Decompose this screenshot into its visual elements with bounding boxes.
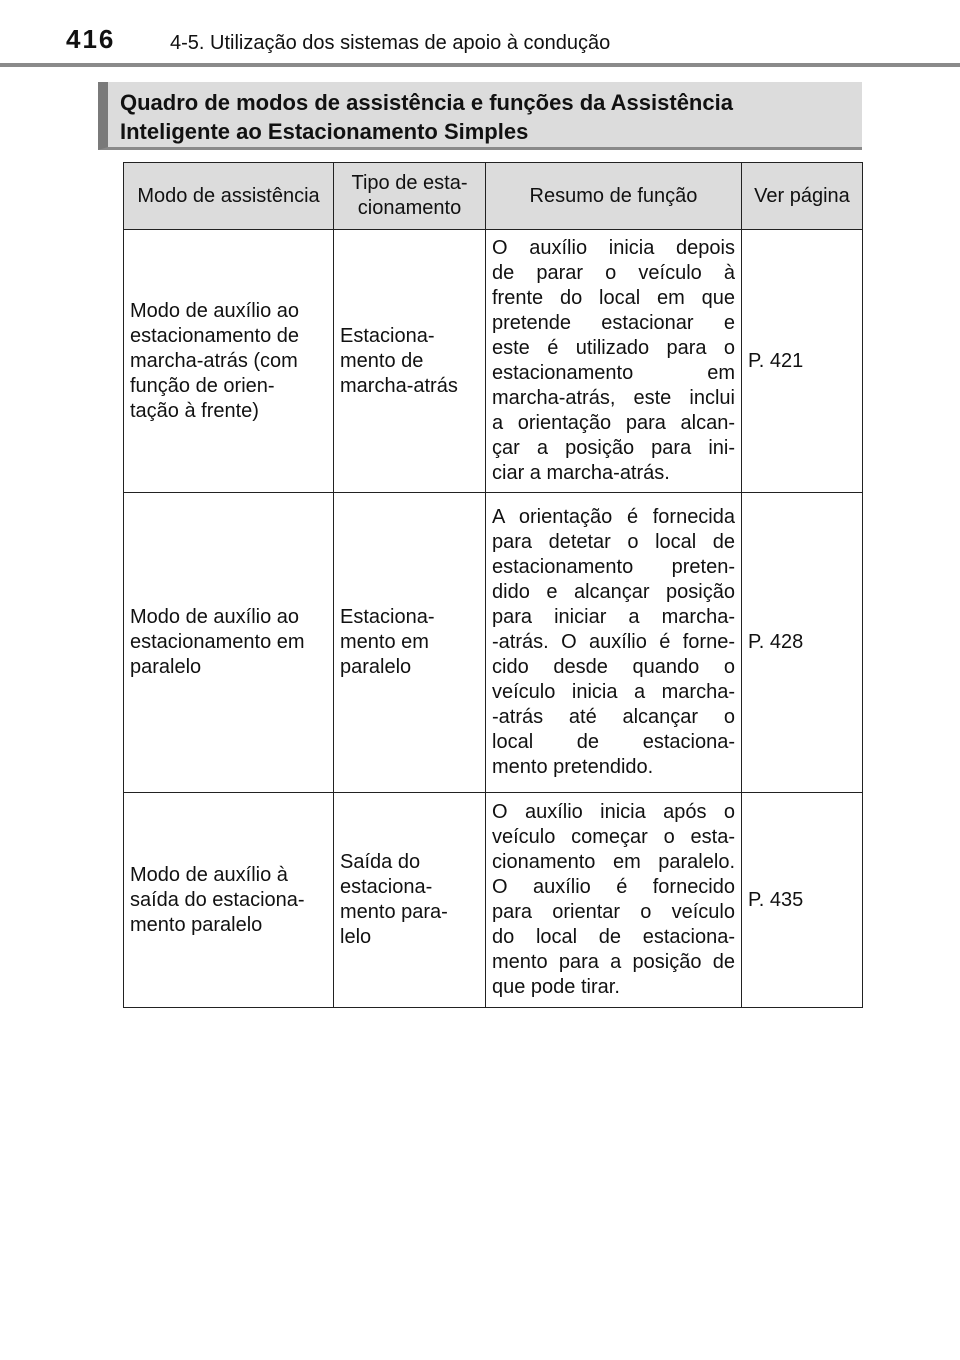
cell-text-line: mento para a posição de: [492, 951, 735, 973]
section-title-line-1: Quadro de modos de assistência e funções da Assistência: [120, 90, 733, 115]
header-divider: [0, 63, 960, 67]
table-header-row: [124, 163, 863, 230]
cell-text-line: veículo começar o esta-: [492, 826, 735, 848]
cell-text-line: que pode tirar.: [492, 976, 620, 998]
cell-text-line: -atrás até alcançar o: [492, 706, 735, 728]
cell-text-line: pretende estacionar e: [492, 312, 735, 334]
cell-text-line: para orientar o veículo: [492, 901, 735, 923]
section-heading: [98, 82, 862, 150]
section-title: [120, 88, 733, 146]
cell-text-line: do local de estaciona-: [492, 926, 735, 948]
column-header-summary: Resumo de função: [486, 163, 742, 230]
cell-summary: [486, 493, 742, 793]
table-row: [124, 493, 863, 793]
column-header-type-line-1: Tipo de esta-: [351, 172, 468, 194]
column-header-mode: Modo de assistência: [124, 163, 334, 230]
cell-page: P. 428: [742, 493, 863, 793]
cell-text-line: mento pretendido.: [492, 756, 654, 778]
cell-text-line: çar a posição para ini-: [492, 437, 735, 459]
cell-text-line: Modo de auxílio ao: [130, 299, 300, 322]
cell-summary: [486, 230, 742, 493]
cell-text-line: O auxílio inicia após o: [492, 801, 735, 823]
cell-text-line: para detetar o local de: [492, 531, 735, 553]
cell-text-line: estacionamento de: [130, 324, 300, 347]
cell-text-line: Estaciona-: [340, 606, 435, 628]
table-row: [124, 793, 863, 1008]
cell-text-line: a orientação para alcan-: [492, 412, 735, 434]
cell-text-line: estacionamento em: [130, 631, 305, 653]
cell-text-line: estacionamento em: [492, 362, 735, 384]
cell-text-line: -atrás. O auxílio é forne-: [492, 631, 735, 653]
cell-page: P. 435: [742, 793, 863, 1008]
cell-text-line: local de estaciona-: [492, 731, 735, 753]
chapter-title: 4-5. Utilização dos sistemas de apoio à condução: [170, 32, 611, 54]
column-header-type-line-2: cionamento: [357, 197, 462, 219]
cell-text-line: frente do local em que: [492, 287, 735, 309]
cell-text-line: mento paralelo: [130, 913, 263, 936]
cell-text-line: O auxílio é fornecido: [492, 876, 735, 898]
cell-text-line: ciar a marcha-atrás.: [492, 462, 670, 484]
table-row: [124, 230, 863, 493]
cell-text-line: marcha-atrás (com: [130, 349, 298, 372]
cell-mode: [124, 493, 334, 793]
cell-text-line: para iniciar a marcha-: [492, 606, 735, 628]
column-header-page: Ver página: [742, 163, 863, 230]
cell-text-line: função de orien-: [130, 374, 275, 397]
cell-type: [334, 793, 486, 1008]
cell-text-line: Modo de auxílio à: [130, 863, 288, 886]
cell-text-line: O auxílio inicia depois: [492, 237, 735, 259]
cell-text-line: paralelo: [340, 656, 412, 678]
cell-text-line: lelo: [340, 926, 372, 948]
cell-text-line: Saída do: [340, 851, 421, 873]
column-header-type: [334, 163, 486, 230]
cell-mode: [124, 793, 334, 1008]
cell-text-line: cionamento em paralelo.: [492, 851, 735, 873]
cell-text-line: veículo inicia a marcha-: [492, 681, 735, 703]
cell-text-line: dido e alcançar posição: [492, 581, 735, 603]
cell-text-line: estacionamento preten-: [492, 556, 735, 578]
cell-text-line: de parar o veículo à: [492, 262, 735, 284]
cell-text-line: Estaciona-: [340, 324, 435, 347]
cell-text-line: mento de: [340, 349, 424, 372]
cell-type: [334, 230, 486, 493]
cell-text-line: estaciona-: [340, 876, 433, 898]
cell-text-line: A orientação é fornecida: [492, 506, 735, 528]
page-header: [0, 0, 960, 66]
cell-text-line: cido desde quando o: [492, 656, 735, 678]
cell-mode: [124, 230, 334, 493]
cell-text-line: marcha-atrás, este inclui: [492, 387, 735, 409]
cell-text-line: marcha-atrás: [340, 374, 458, 397]
page-number: 416: [66, 24, 116, 54]
cell-text-line: saída do estaciona-: [130, 888, 305, 911]
cell-page: P. 421: [742, 230, 863, 493]
section-title-line-2: Inteligente ao Estacionamento Simples: [120, 119, 529, 144]
cell-text-line: mento para-: [340, 901, 448, 923]
cell-type: [334, 493, 486, 793]
cell-text-line: este é utilizado para o: [492, 337, 735, 359]
cell-text-line: paralelo: [130, 656, 202, 678]
cell-text-line: Modo de auxílio ao: [130, 606, 300, 628]
cell-text-line: tação à frente): [130, 399, 259, 422]
cell-summary: [486, 793, 742, 1008]
assist-modes-table: [123, 162, 863, 1008]
cell-text-line: mento em: [340, 631, 429, 653]
